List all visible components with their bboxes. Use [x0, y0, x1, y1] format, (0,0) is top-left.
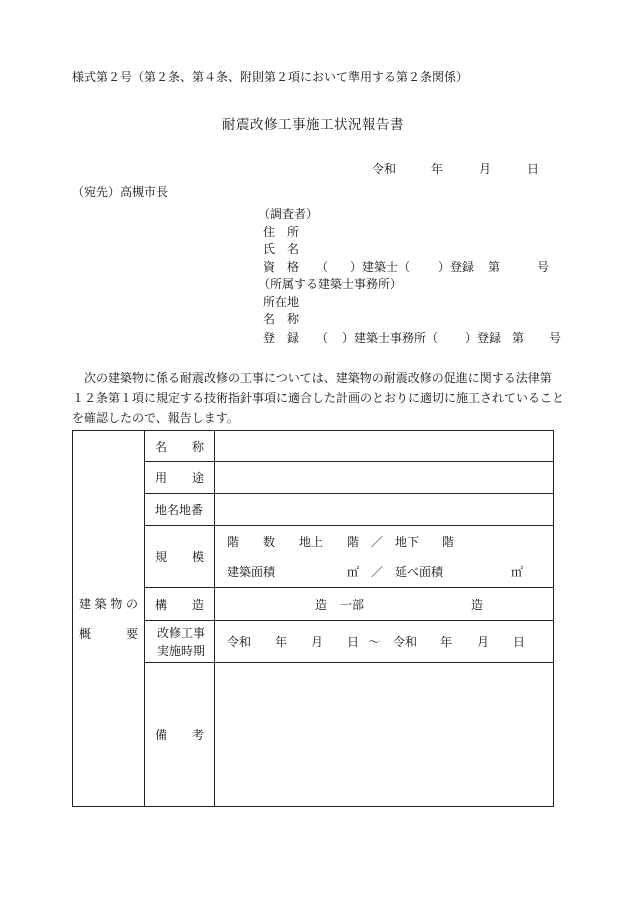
structure-value-cell[interactable] [215, 588, 554, 621]
building-area-label: 建築面積 [227, 565, 276, 579]
area-unit: ㎡ [511, 565, 524, 579]
floors-line [215, 527, 553, 557]
remarks-value-cell[interactable] [215, 663, 554, 807]
slash: ／ [371, 565, 384, 579]
statement-line-2: １２条第１項に規定する技術指針事項に適合した計画のとおりに適切に施工されていること [72, 391, 565, 405]
surveyor-heading: （調査者） [258, 207, 319, 221]
structure-line [215, 589, 553, 619]
period-year: 年 [275, 635, 288, 649]
cat-char: 築 [94, 596, 107, 611]
period-line [215, 627, 553, 657]
office-reg-label-1: 登 [263, 331, 276, 345]
period-label-1: 改修工事 [157, 625, 206, 640]
label-char: 名 [155, 439, 168, 454]
label-char: 構 [155, 597, 168, 612]
form-number: 様式第２号（第２条、第４条、附則第２項において準用する第２条関係） [72, 70, 469, 84]
cat-char: 概 [79, 626, 92, 641]
use-value-cell[interactable] [215, 462, 554, 494]
label-char: 規 [155, 550, 168, 564]
above-ground-label: 地上 [299, 535, 324, 549]
floors-label-1: 階 [227, 535, 240, 549]
statement-line-3: を確認したので、報告します。 [72, 411, 239, 425]
total-area-label: 延べ面積 [395, 565, 444, 579]
period-month: 月 [311, 635, 324, 649]
cat-char: の [125, 596, 138, 611]
category-cell [73, 431, 145, 807]
use-label-cell [145, 462, 215, 494]
remarks-label-cell [145, 663, 215, 807]
name-label-2: 名 [287, 242, 300, 256]
label-char: 用 [155, 471, 168, 485]
qualification-label-1: 資 [263, 260, 276, 274]
area-line [215, 557, 553, 587]
slash: ／ [371, 535, 384, 549]
office-reg-close: ）登録 [465, 331, 502, 345]
cat-char: 物 [110, 596, 123, 611]
lot-label-cell [145, 494, 215, 526]
page-title: 耐震改修工事施工状況報告書 [222, 117, 404, 133]
structure-label-cell [145, 588, 215, 621]
period-month: 月 [477, 635, 490, 649]
reg-go: 号 [537, 260, 550, 274]
structure-ichibu: 一部 [340, 597, 365, 612]
label-char: 備 [155, 728, 168, 742]
scale-value-cell[interactable] [215, 526, 554, 588]
cat-char: 要 [125, 626, 138, 641]
period-tilde: ～ [368, 635, 381, 649]
label-char: 称 [191, 439, 204, 454]
office-heading: （所属する建築士事務所） [258, 277, 403, 291]
label-char: 模 [191, 550, 204, 564]
date-month: 月 [479, 162, 492, 176]
lot-label: 地名地番 [155, 503, 204, 517]
reg-close: ）登録 [438, 260, 475, 274]
scale-label-cell [145, 526, 215, 588]
label-char: 造 [191, 597, 204, 612]
qualification-label-2: 格 [287, 260, 300, 274]
office-reg-mid: ）建築士事務所（ [342, 331, 439, 345]
below-ground-label: 地下 [395, 535, 420, 549]
label-char: 途 [191, 471, 204, 485]
category-line-2 [79, 624, 138, 644]
address-label-1: 住 [263, 225, 276, 239]
office-reg-label-2: 録 [287, 331, 300, 345]
period-label-2: 実施時期 [157, 643, 206, 658]
lot-value-cell[interactable] [215, 494, 554, 526]
qual-close: ）建築士（ [350, 260, 411, 274]
period-year: 年 [440, 635, 453, 649]
period-value-cell[interactable] [215, 621, 554, 663]
date-era: 令和 [372, 162, 397, 176]
structure-zo: 造 [471, 597, 484, 612]
office-reg-go: 号 [549, 331, 562, 345]
period-day: 日 [347, 635, 360, 649]
building-overview-table [72, 430, 554, 807]
statement-line-1: 次の建築物に係る耐震改修の工事については、建築物の耐震改修の促進に関する法律第 [84, 371, 552, 385]
category-line-1 [79, 594, 138, 614]
date-year: 年 [431, 162, 444, 176]
reg-dai: 第 [488, 260, 501, 274]
name-label-cell [145, 431, 215, 462]
office-location-label: 所在地 [263, 295, 300, 309]
floors-label-2: 数 [263, 535, 276, 549]
below-unit: 階 [442, 535, 455, 549]
office-name-label-1: 名 [263, 312, 276, 326]
office-reg-dai: 第 [512, 331, 525, 345]
period-era: 令和 [227, 635, 252, 649]
area-unit: ㎡ [347, 565, 360, 579]
qual-open: （ [316, 260, 329, 274]
addressee: （宛先）高槻市長 [72, 185, 169, 199]
office-reg-open: （ [316, 331, 329, 345]
label-char: 考 [191, 728, 204, 742]
name-label-1: 氏 [263, 242, 276, 256]
structure-zo: 造 [315, 597, 328, 612]
name-value-cell[interactable] [215, 431, 554, 462]
address-label-2: 所 [287, 225, 300, 239]
period-label-cell [145, 621, 215, 663]
above-unit: 階 [347, 535, 360, 549]
period-era: 令和 [393, 635, 418, 649]
office-name-label-2: 称 [287, 312, 300, 326]
cat-char: 建 [79, 596, 92, 611]
date-day: 日 [527, 162, 540, 176]
period-day: 日 [513, 635, 526, 649]
